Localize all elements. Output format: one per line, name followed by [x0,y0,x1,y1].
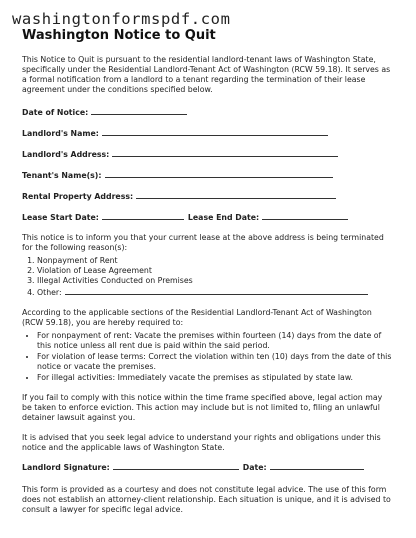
landlord-name-field[interactable] [102,127,328,136]
requirement-item: • For violation of lease terms: Correct the violation within ten (10) days from the date of this notice or vacate the premises. [37,352,394,372]
footer-disclaimer: This form is provided as a courtesy and does not constitute legal advice. The use of this form does not establish an attorney-client relationship. Each situation is unique, and it is advised to consult a lawyer for specific legal advice. [22,485,391,514]
tenant-names-field[interactable] [105,169,333,178]
landlord-address-field[interactable] [112,148,338,157]
landlord-name-label: Landlord's Name: [22,129,99,138]
landlord-address-row [22,148,394,160]
reason-item: 2. Violation of Lease Agreement [37,266,394,276]
signature-date-field[interactable] [270,461,364,470]
requirement-item: • For illegal activities: Immediately vacate the premises as stipulated by state law. [37,373,394,383]
intro-paragraph: This Notice to Quit is pursuant to the residential landlord-tenant laws of Washington State, specifically under the Residential Landlord-Tenant Act of Washington (RCW 59.18). It serves as a formal notification from a landlord to a tenant regarding the termination of their lease agreement under the conditions specified below. [22,55,391,94]
reasons-intro: This notice is to inform you that your current lease at the above address is being terminated for the following reason(s): [22,233,384,252]
tenant-names-label: Tenant's Name(s): [22,171,102,180]
tenant-names-row [22,169,394,181]
advice-paragraph: It is advised that you seek legal advice to understand your rights and obligations under this notice and the applicable laws of Washington State. [22,433,381,452]
date-of-notice-field[interactable] [91,106,187,115]
reason-item: 4. Other: [37,286,394,298]
requirements-list [22,331,394,383]
other-reason-field[interactable] [65,286,368,295]
rental-property-address-row [22,190,394,202]
lease-start-date-field[interactable] [102,211,184,220]
lease-start-date-label: Lease Start Date: [22,213,99,222]
rental-property-address-field[interactable] [136,190,336,199]
date-of-notice-label: Date of Notice: [22,108,89,117]
lease-end-date-field[interactable] [262,211,348,220]
landlord-signature-field[interactable] [113,461,239,470]
lease-end-date-label: Lease End Date: [187,213,260,222]
signature-row [22,461,394,473]
landlord-name-row [22,127,394,139]
reason-item: 3. Illegal Activities Conducted on Premises [37,276,394,286]
requirement-item: • For nonpayment of rent: Vacate the premises within fourteen (14) days from the date of this notice unless all rent due is paid within the said period. [37,331,394,351]
document-page [22,28,394,515]
document-title: Washington Notice to Quit [22,28,216,43]
reason-item: 1. Nonpayment of Rent [37,256,394,266]
failure-paragraph: If you fail to comply with this notice within the time frame specified above, legal action may be taken to enforce eviction. This action may include but is not limited to, filing an unlawful detainer lawsuit against you. [22,393,383,422]
reasons-list [22,256,394,298]
watermark: washingtonformspdf.com [12,10,231,28]
requirements-intro: According to the applicable sections of the Residential Landlord-Tenant Act of Washington (RCW 59.18), you are hereby required to: [22,308,372,327]
landlord-signature-label: Landlord Signature: [22,463,110,472]
lease-dates-row [22,211,394,223]
landlord-address-label: Landlord's Address: [22,150,110,159]
date-of-notice-row [22,106,394,118]
signature-date-label: Date: [242,463,267,472]
rental-property-address-label: Rental Property Address: [22,192,134,201]
